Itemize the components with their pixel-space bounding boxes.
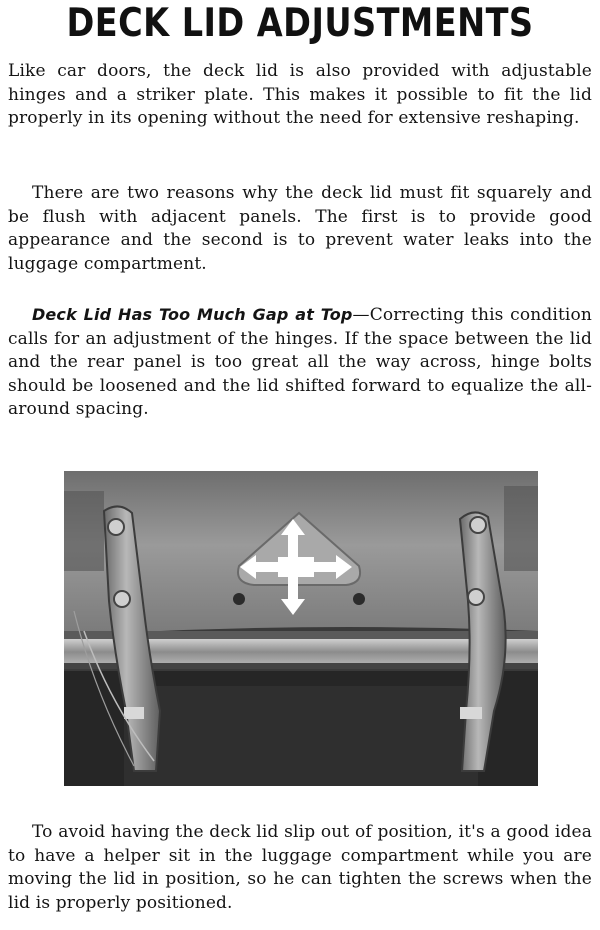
reasons-paragraph: There are two reasons why the deck lid must fit squarely and be flush with adjacent panels. The first is to provide good appearance and the second is to prevent water leaks into the luggage compartment. (8, 183, 592, 274)
page-title: DECK LID ADJUSTMENTS (66, 1, 534, 46)
deck-lid-hinge-illustration (64, 471, 538, 786)
gap-at-top-body: —Correcting this condition calls for an adjustment of the hinges. If the space between the lid and the rear panel is too great all the way across, hinge bolts should be loosened and the lid shifted forward to equalize the all-around spacing. (8, 305, 592, 419)
helper-tip-paragraph: To avoid having the deck lid slip out of position, it's a good idea to have a helper sit in the luggage compartment while you are moving the lid in position, so he can tighten the screws when the lid is properly positioned. (8, 822, 592, 913)
gap-at-top-paragraph (8, 303, 592, 422)
intro-paragraph: Like car doors, the deck lid is also provided with adjustable hinges and a striker plate. This makes it possible to fit the lid properly in its opening without the need for extensive reshaping. (8, 61, 592, 128)
deck-lid-hinge-photo (64, 471, 538, 786)
gap-at-top-heading: Deck Lid Has Too Much Gap at Top (32, 305, 353, 324)
